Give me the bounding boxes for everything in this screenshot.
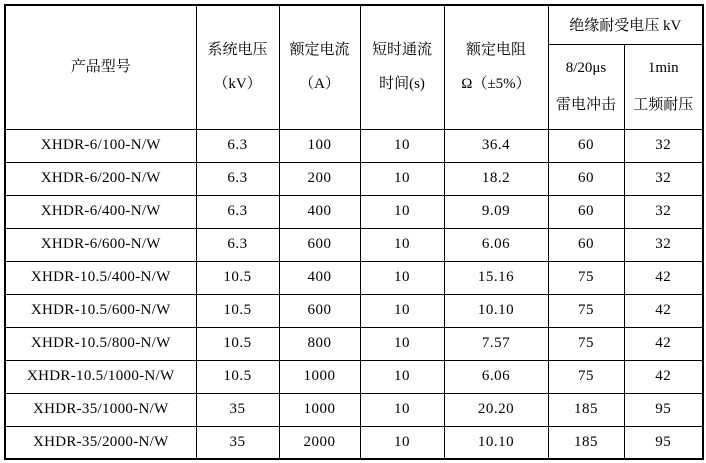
table-row	[5, 327, 703, 360]
value-cell: 10.5	[196, 294, 279, 327]
value-cell: 10	[360, 261, 444, 294]
value-cell: 60	[548, 195, 624, 228]
model-cell: XHDR-10.5/1000-N/W	[5, 360, 196, 393]
value-cell: 9.09	[444, 195, 548, 228]
value-cell: 600	[279, 228, 360, 261]
table-row	[5, 162, 703, 195]
value-cell: 10.5	[196, 360, 279, 393]
model-cell: XHDR-35/2000-N/W	[5, 426, 196, 459]
value-cell: 75	[548, 360, 624, 393]
header-unit: 时间(s)	[379, 76, 425, 93]
value-cell: 15.16	[444, 261, 548, 294]
header-rated-resistance	[444, 5, 548, 129]
value-cell: 32	[624, 162, 703, 195]
value-cell: 6.3	[196, 162, 279, 195]
value-cell: 10.5	[196, 327, 279, 360]
value-cell: 7.57	[444, 327, 548, 360]
header-unit: Ω（±5%）	[461, 76, 531, 93]
value-cell: 6.3	[196, 195, 279, 228]
value-cell: 200	[279, 162, 360, 195]
header-product-model	[5, 5, 196, 129]
value-cell: 10	[360, 360, 444, 393]
header-system-voltage	[196, 5, 279, 129]
value-cell: 42	[624, 327, 703, 360]
value-cell: 10.5	[196, 261, 279, 294]
value-cell: 600	[279, 294, 360, 327]
value-cell: 800	[279, 327, 360, 360]
header-label: 额定电流	[289, 42, 350, 59]
value-cell: 6.3	[196, 228, 279, 261]
value-cell: 10	[360, 393, 444, 426]
table-row	[5, 360, 703, 393]
header-label: 额定电阻	[465, 42, 526, 59]
table-row	[5, 426, 703, 459]
value-cell: 36.4	[444, 129, 548, 162]
value-cell: 32	[624, 129, 703, 162]
value-cell: 35	[196, 426, 279, 459]
value-cell: 185	[548, 393, 624, 426]
model-cell: XHDR-6/100-N/W	[5, 129, 196, 162]
value-cell: 10	[360, 294, 444, 327]
value-cell: 35	[196, 393, 279, 426]
header-unit: （A）	[299, 76, 340, 93]
table-row	[5, 228, 703, 261]
header-lightning-impulse	[548, 44, 624, 129]
header-label: 8/20μs	[565, 59, 607, 76]
table-row	[5, 294, 703, 327]
value-cell: 60	[548, 129, 624, 162]
header-label: 工频耐压	[633, 96, 694, 113]
value-cell: 10	[360, 327, 444, 360]
header-label: 短时通流	[371, 42, 432, 59]
value-cell: 1000	[279, 393, 360, 426]
value-cell: 42	[624, 261, 703, 294]
model-cell: XHDR-6/400-N/W	[5, 195, 196, 228]
header-label: 产品型号	[70, 59, 131, 76]
value-cell: 75	[548, 327, 624, 360]
value-cell: 100	[279, 129, 360, 162]
model-cell: XHDR-35/1000-N/W	[5, 393, 196, 426]
header-label: 雷电冲击	[555, 96, 616, 113]
spec-table-header	[5, 5, 703, 129]
value-cell: 32	[624, 195, 703, 228]
value-cell: 10	[360, 129, 444, 162]
model-cell: XHDR-6/600-N/W	[5, 228, 196, 261]
value-cell: 60	[548, 162, 624, 195]
value-cell: 10	[360, 162, 444, 195]
value-cell: 10.10	[444, 294, 548, 327]
table-row	[5, 261, 703, 294]
header-power-frequency	[624, 44, 703, 129]
table-row	[5, 129, 703, 162]
model-cell: XHDR-10.5/400-N/W	[5, 261, 196, 294]
value-cell: 6.06	[444, 360, 548, 393]
value-cell: 95	[624, 393, 703, 426]
header-short-time-current	[360, 5, 444, 129]
model-cell: XHDR-10.5/600-N/W	[5, 294, 196, 327]
header-row-top	[5, 5, 703, 44]
value-cell: 42	[624, 294, 703, 327]
table-row	[5, 195, 703, 228]
value-cell: 10	[360, 228, 444, 261]
value-cell: 32	[624, 228, 703, 261]
value-cell: 10	[360, 426, 444, 459]
header-label: 系统电压	[207, 42, 268, 59]
value-cell: 400	[279, 195, 360, 228]
value-cell: 1000	[279, 360, 360, 393]
value-cell: 10	[360, 195, 444, 228]
header-insulation-group: 绝缘耐受电压 kV	[548, 5, 703, 44]
value-cell: 10.10	[444, 426, 548, 459]
header-rated-current	[279, 5, 360, 129]
table-row	[5, 393, 703, 426]
value-cell: 75	[548, 294, 624, 327]
value-cell: 185	[548, 426, 624, 459]
value-cell: 42	[624, 360, 703, 393]
model-cell: XHDR-10.5/800-N/W	[5, 327, 196, 360]
value-cell: 60	[548, 228, 624, 261]
product-spec-table	[4, 4, 704, 460]
value-cell: 6.06	[444, 228, 548, 261]
value-cell: 400	[279, 261, 360, 294]
value-cell: 20.20	[444, 393, 548, 426]
model-cell: XHDR-6/200-N/W	[5, 162, 196, 195]
value-cell: 2000	[279, 426, 360, 459]
header-label: 1min	[647, 59, 679, 76]
header-unit: （kV）	[213, 76, 262, 93]
value-cell: 18.2	[444, 162, 548, 195]
value-cell: 75	[548, 261, 624, 294]
value-cell: 6.3	[196, 129, 279, 162]
spec-table-body	[5, 129, 703, 459]
value-cell: 95	[624, 426, 703, 459]
